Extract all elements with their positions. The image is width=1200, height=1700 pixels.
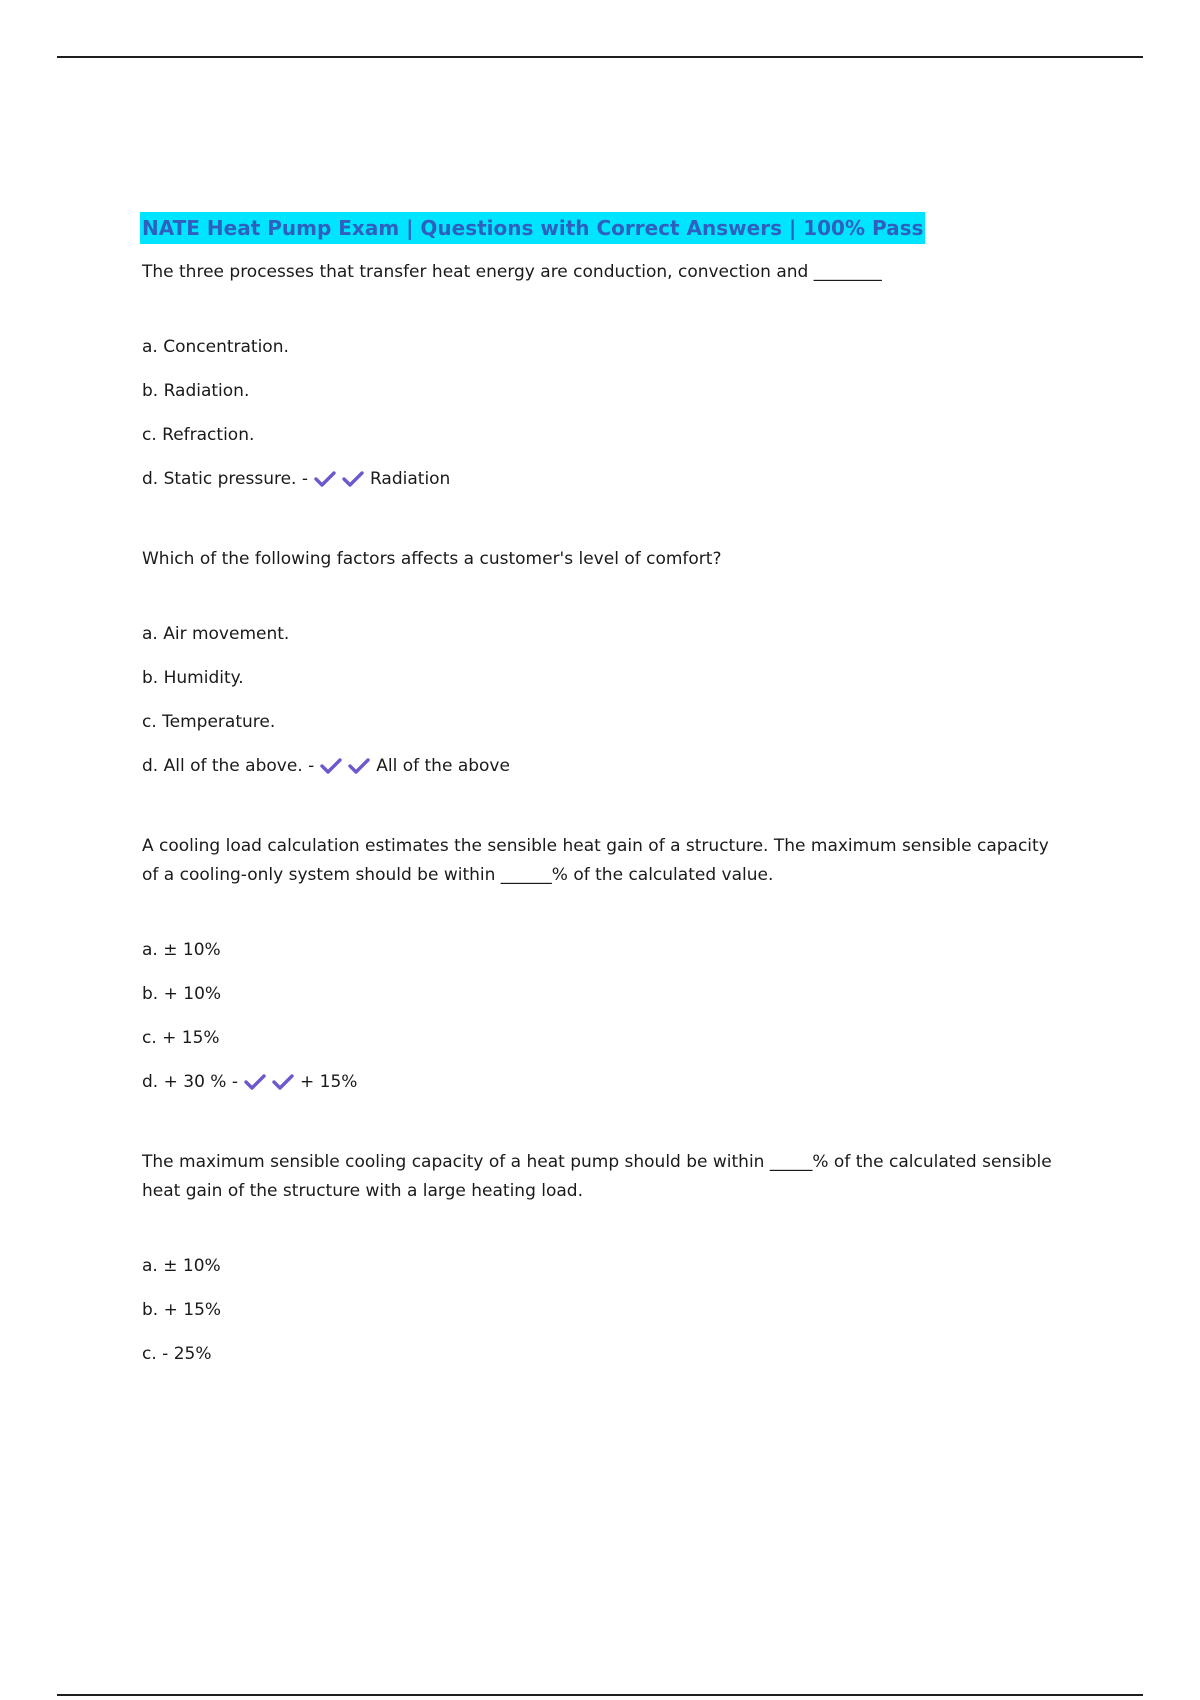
option-c bbox=[142, 1024, 1062, 1052]
question-text: A cooling load calculation estimates the sensible heat gain of a structure. The maximum sensible capacity of a cooling-only system should be within ______% of the calculated value. bbox=[142, 836, 1055, 885]
document-body bbox=[142, 212, 1062, 1384]
option-label: b. + 10% bbox=[142, 984, 222, 1004]
checkmark-icon bbox=[272, 1073, 294, 1091]
top-rule bbox=[57, 56, 1143, 58]
correct-answer: All of the above bbox=[376, 756, 510, 776]
option-label: d. + 30 % - bbox=[142, 1072, 238, 1092]
question-text: The three processes that transfer heat energy are conduction, convection and ________ bbox=[142, 262, 882, 282]
option-label: b. Humidity. bbox=[142, 668, 244, 688]
option-label: a. ± 10% bbox=[142, 940, 221, 960]
option-label: a. Air movement. bbox=[142, 624, 290, 644]
option-label: b. Radiation. bbox=[142, 381, 250, 401]
option-label: c. - 25% bbox=[142, 1344, 212, 1364]
option-a bbox=[142, 620, 1062, 648]
option-b bbox=[142, 377, 1062, 405]
option-a bbox=[142, 936, 1062, 964]
checkmark-icon bbox=[320, 757, 342, 775]
option-a bbox=[142, 1252, 1062, 1280]
option-d bbox=[142, 1068, 1062, 1096]
correct-answer: + 15% bbox=[299, 1072, 358, 1092]
option-label: c. + 15% bbox=[142, 1028, 220, 1048]
document-title: NATE Heat Pump Exam | Questions with Correct Answers | 100% Pass bbox=[140, 212, 925, 244]
option-c bbox=[142, 421, 1062, 449]
option-c bbox=[142, 708, 1062, 736]
option-label: a. ± 10% bbox=[142, 1256, 221, 1276]
question-3 bbox=[142, 832, 1062, 1096]
correct-answer: Radiation bbox=[369, 469, 451, 489]
option-c bbox=[142, 1340, 1062, 1368]
option-label: d. All of the above. - bbox=[142, 756, 315, 776]
checkmark-icon bbox=[244, 1073, 266, 1091]
option-b bbox=[142, 664, 1062, 692]
option-label: c. Temperature. bbox=[142, 712, 276, 732]
checkmark-icon bbox=[342, 470, 364, 488]
option-b bbox=[142, 1296, 1062, 1324]
question-4 bbox=[142, 1148, 1062, 1368]
question-2 bbox=[142, 545, 1062, 780]
question-text: Which of the following factors affects a customer's level of comfort? bbox=[142, 549, 722, 569]
option-label: a. Concentration. bbox=[142, 337, 289, 357]
question-text: The maximum sensible cooling capacity of a heat pump should be within _____% of the calculated sensible heat gain of the structure with a large heating load. bbox=[142, 1152, 1058, 1201]
option-d bbox=[142, 465, 1062, 493]
question-1 bbox=[142, 258, 1062, 493]
option-label: b. + 15% bbox=[142, 1300, 222, 1320]
option-d bbox=[142, 752, 1062, 780]
option-b bbox=[142, 980, 1062, 1008]
bottom-rule bbox=[57, 1694, 1143, 1696]
checkmark-icon bbox=[314, 470, 336, 488]
option-label: d. Static pressure. - bbox=[142, 469, 308, 489]
option-a bbox=[142, 333, 1062, 361]
checkmark-icon bbox=[348, 757, 370, 775]
option-label: c. Refraction. bbox=[142, 425, 255, 445]
